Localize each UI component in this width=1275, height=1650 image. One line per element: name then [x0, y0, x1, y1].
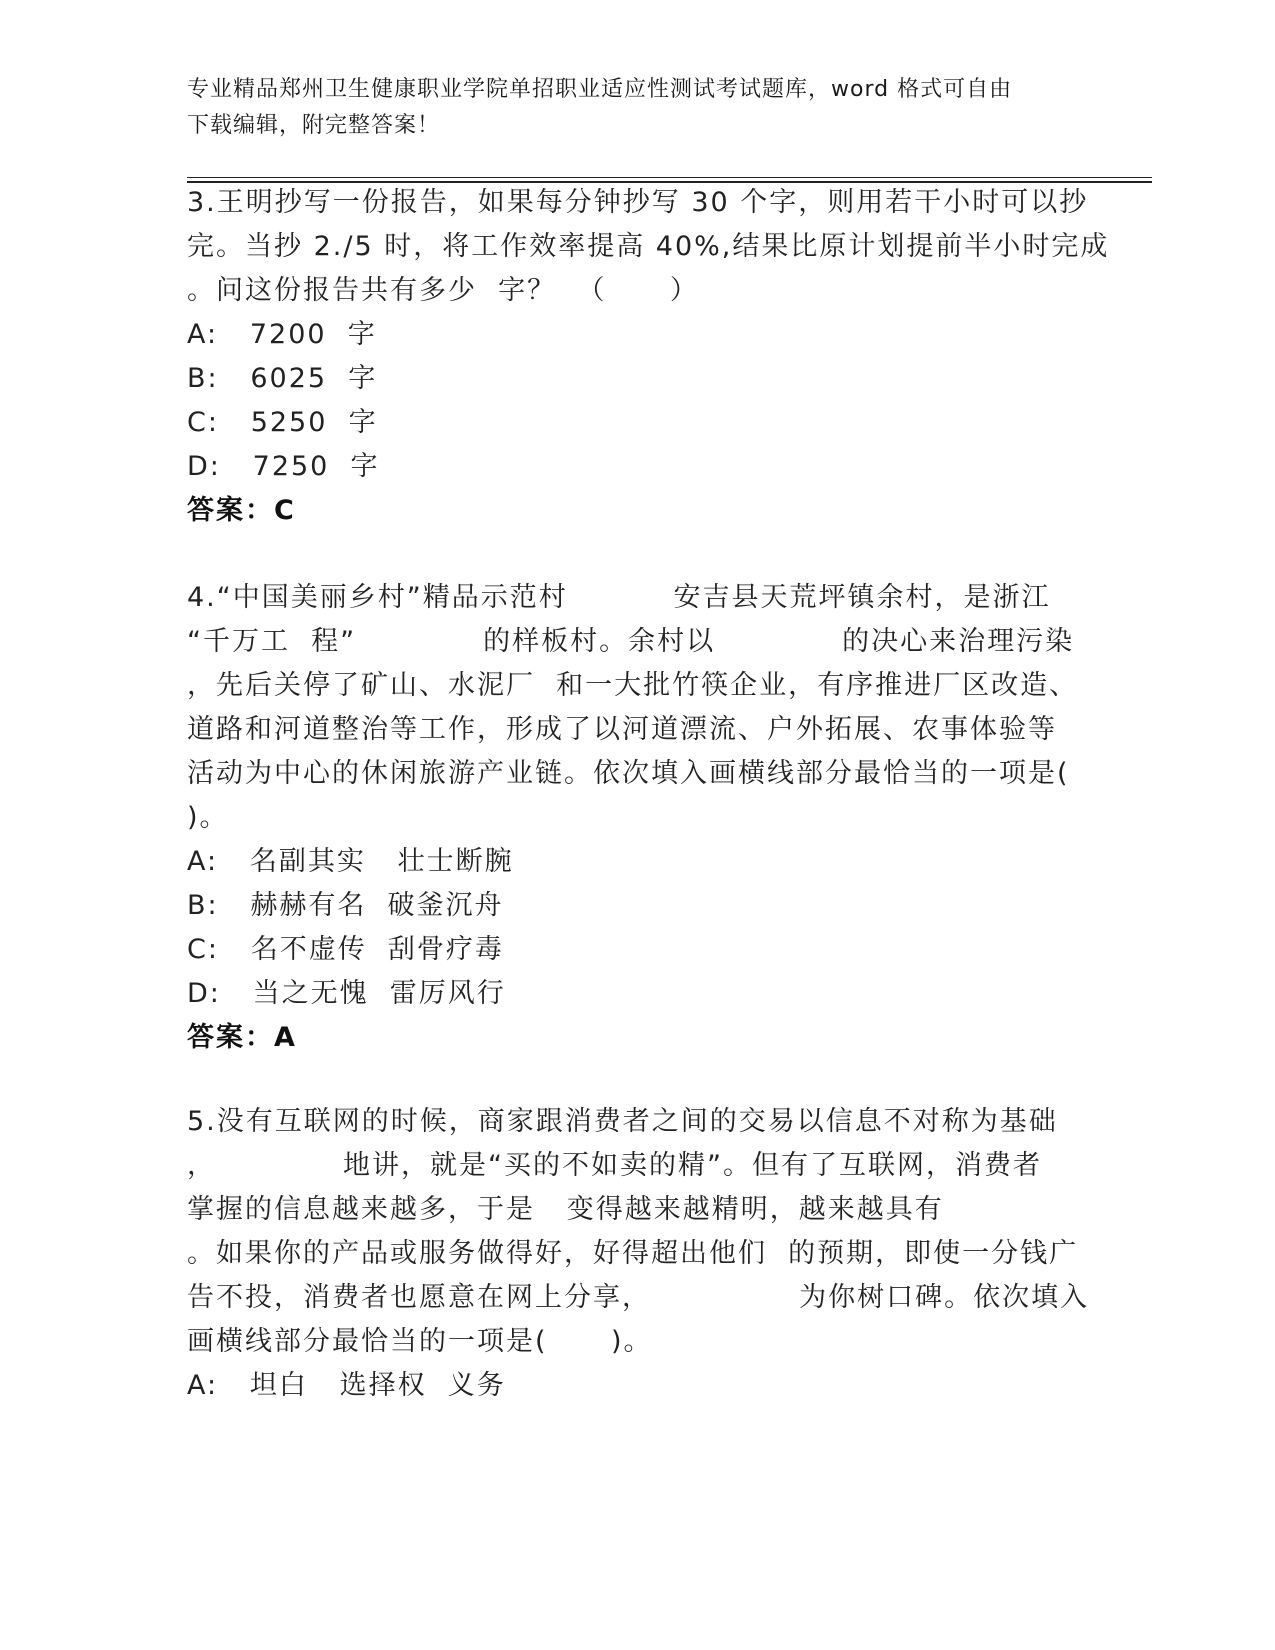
header-line-2: 下载编辑，附完整答案！: [187, 113, 441, 138]
question-4-option-a: A: 名副其实 壮士断腕: [187, 846, 514, 877]
question-3-option-b: B: 6025 字: [187, 363, 378, 394]
question-4-answer: 答案：A: [187, 1022, 297, 1053]
question-3-line-2: 完。当抄 2./5 时，将工作效率提高 40%,结果比原计划提前半小时完成: [187, 231, 1110, 262]
question-4-line-1: 4.“中国美丽乡村”精品示范村 安吉县天荒坪镇余村，是浙江: [187, 582, 1051, 613]
question-5-line-3: 掌握的信息越来越多，于是 变得越来越精明，越来越具有: [187, 1194, 944, 1225]
question-3-option-a: A: 7200 字: [187, 319, 377, 350]
question-4-line-5: 活动为中心的休闲旅游产业链。依次填入画横线部分最恰当的一项是(: [187, 758, 1070, 789]
question-5-line-4: 。如果你的产品或服务做得好，好得超出他们 的预期，即使一分钱广: [187, 1238, 1079, 1269]
question-4-line-2: “千万工 程” 的样板村。余村以 的决心来治理污染: [187, 626, 1075, 657]
header-line-1: 专业精品郑州卫生健康职业学院单招职业适应性测试考试题库，word 格式可自由: [187, 77, 1013, 102]
question-4-line-4: 道路和河道整治等工作，形成了以河道漂流、户外拓展、农事体验等: [187, 714, 1057, 745]
question-5-line-6: 画横线部分最恰当的一项是( )。: [187, 1326, 653, 1357]
header-divider-thin: [187, 177, 1152, 178]
question-3-line-1: 3.王明抄写一份报告，如果每分钟抄写 30 个字，则用若干小时可以抄: [187, 187, 1089, 218]
question-3-line-3: 。问这份报告共有多少 字？ （ ）: [187, 275, 699, 306]
question-4-option-c: C: 名不虚传 刮骨疗毒: [187, 934, 504, 965]
question-5-option-a: A: 坦白 选择权 义务: [187, 1370, 506, 1401]
question-4-option-d: D: 当之无愧 雷厉风行: [187, 978, 506, 1009]
question-5-line-2: ， 地讲，就是“买的不如卖的精”。但有了互联网，消费者: [187, 1150, 1042, 1181]
question-3-answer: 答案：C: [187, 495, 296, 526]
document-header: [187, 72, 1087, 144]
question-4-line-6: )。: [187, 802, 229, 833]
question-5-line-1: 5.没有互联网的时候，商家跟消费者之间的交易以信息不对称为基础: [187, 1106, 1058, 1137]
question-4-line-3: ，先后关停了矿山、水泥厂 和一大批竹筷企业，有序推进厂区改造、: [187, 670, 1079, 701]
header-divider-thick: [187, 181, 1152, 183]
question-4-option-b: B: 赫赫有名 破釜沉舟: [187, 890, 504, 921]
question-3-option-d: D: 7250 字: [187, 451, 380, 482]
question-5-line-5: 告不投，消费者也愿意在网上分享， 为你树口碑。依次填入: [187, 1282, 1090, 1313]
question-3-option-c: C: 5250 字: [187, 407, 378, 438]
